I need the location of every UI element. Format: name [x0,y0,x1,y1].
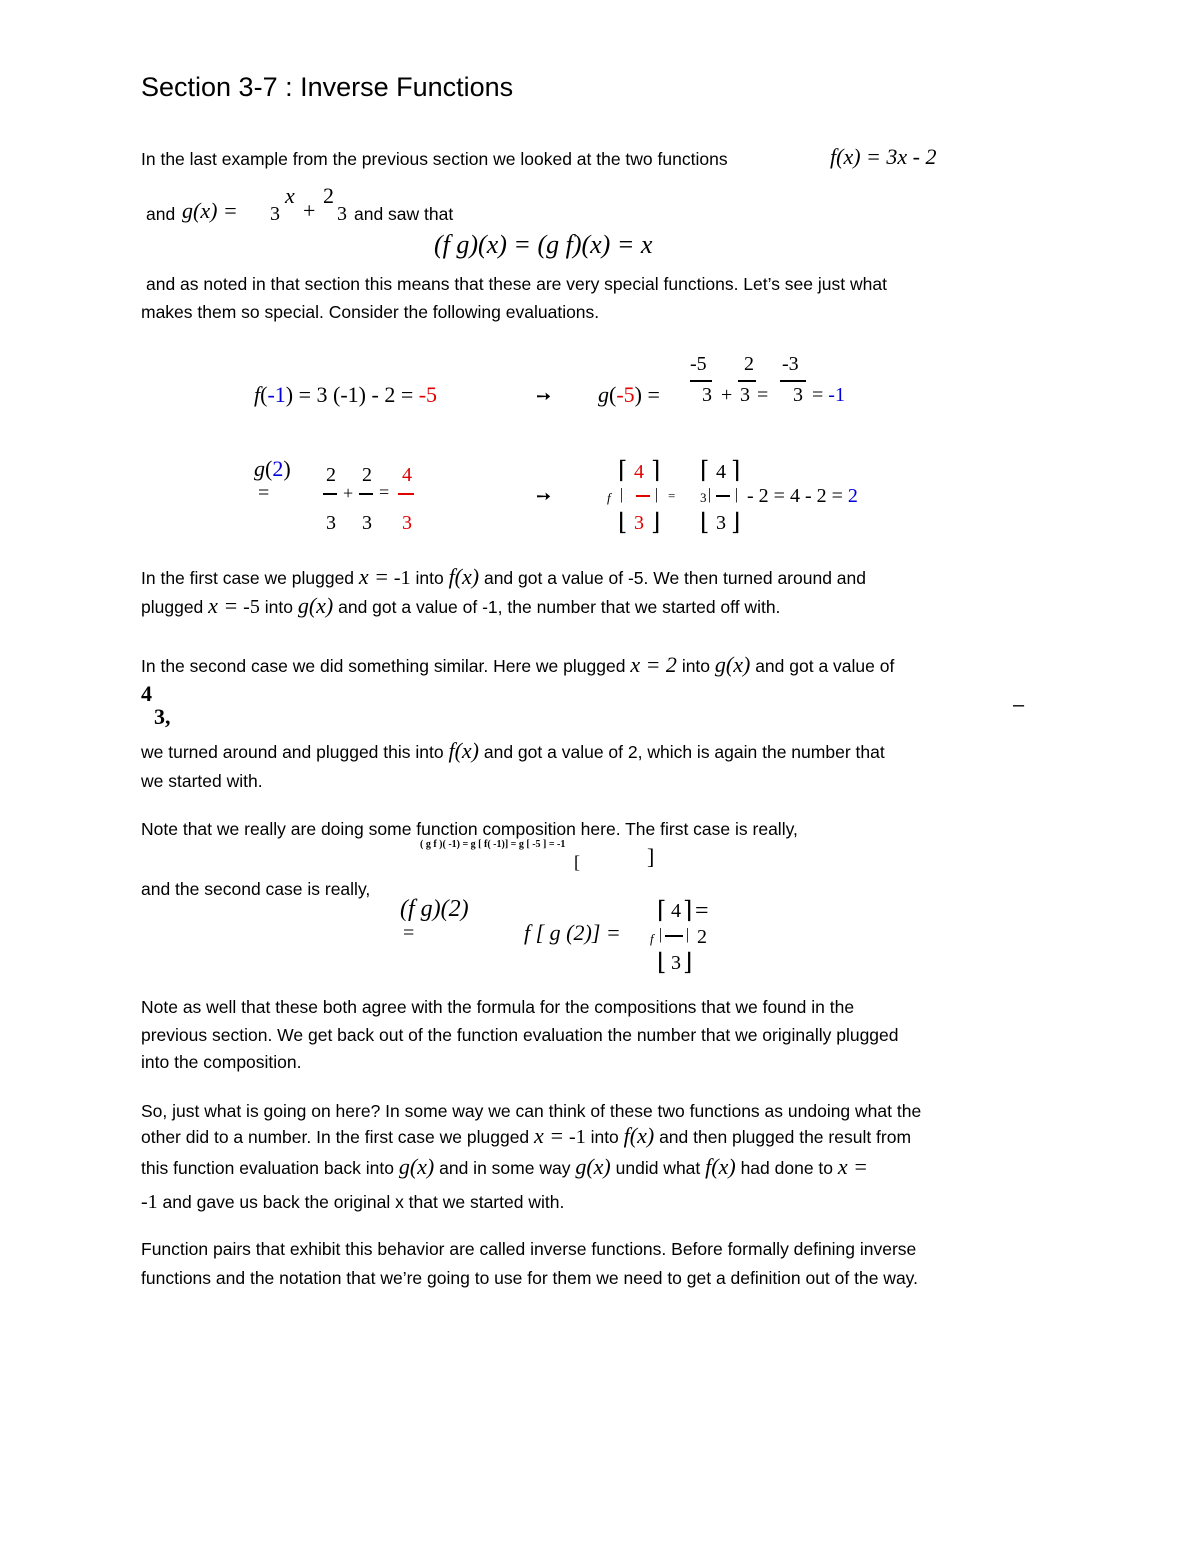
eval2-r-den: 3 [716,512,726,534]
eval1-bar1 [690,380,712,382]
p3-l2-f: and got a value of -1, the number that we started off with. [338,597,781,617]
eval2-f-bracket-bot: ⌊ [618,510,628,536]
p8-l2-e: f(x) [623,1123,655,1148]
p8-l4-b: and gave us back the original x that we started with. [162,1192,565,1212]
eval2-r-bar [716,495,730,497]
p4-l1-c: into [681,656,711,676]
p8-l3-e: undid what [615,1158,701,1178]
p6-bar [665,935,683,937]
paragraph-4-line-3: we started with. [141,771,263,791]
p6-mid: f [ g (2)] = [524,920,621,945]
eval1-f-label: f [254,382,261,407]
eval2-r-pipe-l: | [708,486,712,503]
eval2-d3: 3 [402,512,412,534]
eval2-r-num: 4 [716,461,726,483]
intro-line: In the last example from the previous section we looked at the two functions [141,149,728,169]
eval2-eq-mid: = [379,482,390,502]
eval2-r-bracket-bot: ⌊ [700,510,710,536]
paragraph-4-line-1 [141,651,894,680]
eval2-f-pipe-l: | [620,486,624,503]
p6-bracket-br: ⌋ [683,950,693,976]
p4-l1-a: In the second case we did something similar. Here we plugged [141,656,626,676]
eval2-f-den: 3 [634,512,644,534]
paragraph-4-line-2 [141,737,885,766]
eval2-bar3 [398,493,414,495]
eval2-f-bracket-bot-r: ⌋ [651,510,661,536]
f-definition: f(x) = 3x - 2 [830,144,937,169]
p8-l3-b: g(x) [398,1154,435,1179]
p4-l1-e: and got a value of [755,656,895,676]
eval2-tail-value: 2 [847,485,858,507]
paragraph-2-line-1: and as noted in that section this means that these are very special functions. Let’s see just what [146,274,887,294]
p8-l3-f: f(x) [705,1154,736,1179]
p3-l2-e: g(x) [297,593,334,618]
p3-l2-c: -5 [243,596,260,618]
eval2-r-pipe-r: | [735,486,739,503]
eval2-f-bracket-top: ⌈ [618,458,628,484]
eval2-bar1 [323,493,337,495]
p3-l2-b: x = [208,593,239,618]
eval1-arrow-icon: ➙ [536,386,552,406]
p6-bracket-tr: ⌉ [683,898,693,924]
p6-eq2: = [695,898,709,924]
eval2-arrow-icon: ➙ [536,486,552,506]
p6-num: 4 [671,900,681,922]
p8-l3-g: had done to [740,1158,834,1178]
paragraph-5: Note that we really are doing some function composition here. The first case is really, [141,819,798,839]
eval2-f-num: 4 [634,461,644,483]
p3-l1-f: and got a value of -5. We then turned around and [483,568,867,588]
paragraph-8-line-3 [141,1153,868,1182]
paragraph-6: and the second case is really, [141,879,371,899]
eval1-g-arg: -5 [616,382,635,407]
eval2-g-arg: 2 [272,456,284,481]
paragraph-9-line-2: functions and the notation that we’re going to use for them we need to get a definition out of the way. [141,1268,918,1288]
eval2-g: g(2) [254,456,291,481]
p5-small-formula: ( g f )( -1) = g [ f( -1)] = g [ -5 ] = -1 [420,839,566,850]
p8-l2-a: other did to a number. In the first case we plugged [141,1127,530,1147]
p8-l2-d: into [590,1127,619,1147]
and-saw-label: and saw that [354,204,454,224]
p4-frac-den: 3, [154,704,171,729]
g-definition-3a: 3 [270,203,280,225]
eval2-f-bar [636,495,650,497]
and-label: and [146,204,176,224]
paragraph-8-line-2 [141,1122,911,1151]
g-definition-x: x [285,183,295,208]
eval1-g-label: g [598,382,609,407]
p4-frac-num: 4 [141,681,152,706]
eval1-num3: -3 [782,353,799,375]
p6-den: 3 [671,952,681,974]
eval2-g-label: g [254,456,265,481]
paragraph-3-line-1 [141,563,866,592]
eval2-tail [747,485,858,508]
eval1-plus: + [721,384,733,406]
paragraph-2-line-2: makes them so special. Consider the following evaluations. [141,302,600,322]
paragraph-9-line-1: Function pairs that exhibit this behavior are called inverse functions. Before formally defining inverse [141,1239,917,1259]
eval2-plus: + [343,483,354,503]
p8-l4-a: -1 [141,1191,158,1213]
eval1-eq: = [757,384,769,406]
eval2-f-label: f [607,490,611,505]
eval1-bar3 [780,380,806,382]
p6-bracket-bl: ⌊ [657,950,667,976]
page-title: Section 3-7 : Inverse Functions [141,72,514,102]
p3-l1-b: x = [358,564,390,589]
eval1-den1: 3 [702,384,712,406]
eval1-bar2 [738,380,756,382]
p8-l3-d: g(x) [575,1154,611,1179]
eval2-f-pipe-r: | [655,486,659,503]
eval2-eq: = [258,482,270,504]
eval2-n3: 4 [402,464,412,486]
g-definition-3b: 3 [337,203,347,225]
p3-l1-a: In the first case we plugged [141,568,355,588]
p5-bracket-r: ] [647,844,655,869]
eval2-r-bracket-top: ⌈ [700,458,710,484]
paragraph-8-line-4 [141,1188,564,1216]
paragraph-8-line-1: So, just what is going on here? In some way we can think of these two functions as undoing what the [141,1101,922,1121]
eval1-right-lhs: g(-5) = [598,382,660,407]
eval2-f-bracket-top-r: ⌉ [651,458,661,484]
p4-l2-b: f(x) [448,738,479,763]
eval1-left: f(-1) = 3 (-1) - 2 = -5 [254,382,438,407]
p6-eq: = [403,922,415,944]
p4-l1-d: g(x) [714,652,751,677]
eval1-den3: 3 [793,384,803,406]
eval1-num1: -5 [690,353,707,375]
eval2-bar2 [359,493,373,495]
eval2-f-eq: = [668,488,676,503]
eval2-n1: 2 [326,464,336,486]
g-definition-lhs: g(x) = [182,198,238,223]
p8-l2-f: and then plugged the result from [659,1127,912,1147]
eval1-tail-value: -1 [828,384,845,406]
p8-l2-c: -1 [569,1126,586,1148]
eval2-d2: 3 [362,512,372,534]
eval1-tail: = -1 [812,384,845,406]
paragraph-7-line-3: into the composition. [141,1052,302,1072]
p4-l1-b: x = 2 [630,652,677,677]
p8-l3-c: and in some way [439,1158,571,1178]
eval1-den2: 3 [740,384,750,406]
g-definition-plus: + [303,198,316,223]
p8-l2-b: x = [534,1123,565,1148]
eval2-n2: 2 [362,464,372,486]
eval2-r-bracket-top-r: ⌉ [731,458,741,484]
p5-bracket-l: [ [574,852,580,872]
paragraph-7-line-1: Note as well that these both agree with the formula for the compositions that we found in the [141,997,855,1017]
eval1-result: -5 [418,382,438,407]
p4-dash: – [1013,694,1025,716]
eval2-three: 3 [700,490,707,505]
p8-l3-h: x = [837,1154,869,1179]
p6-pipe-r: | [686,926,690,943]
g-definition-2: 2 [323,183,334,208]
eval2-tail-text: - 2 = 4 - 2 = [747,485,843,507]
p3-l1-c: -1 [393,567,411,589]
p3-l2-a: plugged [141,597,204,617]
p8-l3-a: this function evaluation back into [141,1158,394,1178]
p6-pipe-l: | [659,926,663,943]
p6-lhs: (f g)(2) [400,896,469,922]
p3-l1-d: into [415,568,444,588]
eval1-mid: = 3 (-1) - 2 = [298,382,414,407]
eval2-d1: 3 [326,512,336,534]
p6-f-label: f [650,931,654,946]
p4-l2-c: and got a value of 2, which is again the number that [483,742,885,762]
eval1-num2: 2 [744,353,754,375]
eval2-r-bracket-bot-r: ⌋ [731,510,741,536]
p4-l2-a: we turned around and plugged this into [141,742,444,762]
p3-l2-d: into [264,597,293,617]
eval1-f-arg: -1 [267,382,286,407]
p3-l1-e: f(x) [448,564,480,589]
p6-rhs: 2 [697,926,707,948]
p6-bracket-tl: ⌈ [657,898,667,924]
paragraph-3-line-2 [141,592,780,621]
composition-identity: (f g)(x) = (g f)(x) = x [434,230,653,259]
paragraph-7-line-2: previous section. We get back out of the function evaluation the number that we originally plugged [141,1025,899,1045]
